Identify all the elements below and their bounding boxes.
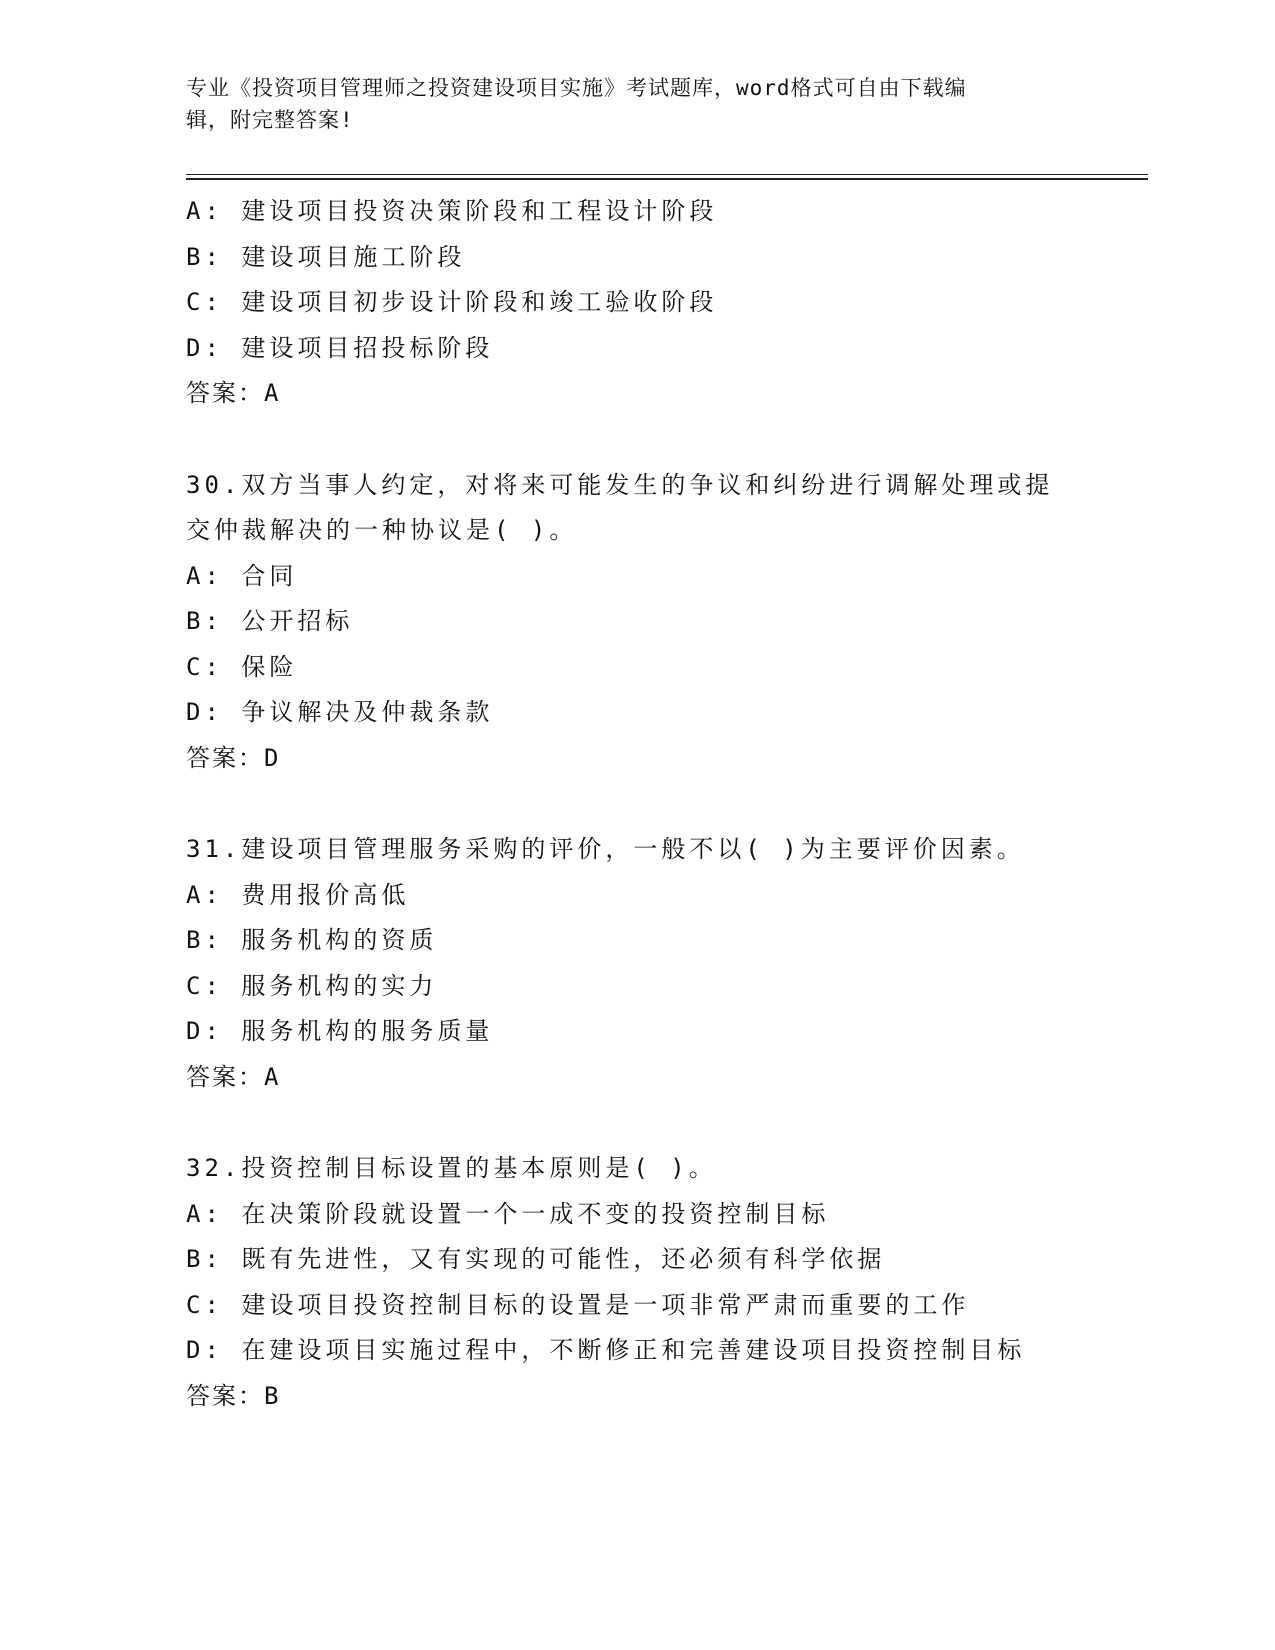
header-divider-thick: [186, 178, 1148, 180]
option-a: A: 合同: [186, 561, 298, 590]
option-d: D: 建设项目招投标阶段: [186, 333, 494, 362]
option-b: B: 服务机构的资质: [186, 926, 438, 954]
header-line-2: 辑，附完整答案!: [186, 108, 354, 132]
question-block-29: [186, 189, 1106, 417]
header-divider-thin: [186, 174, 1148, 175]
spacer: [186, 417, 1106, 463]
document-header: [186, 72, 1086, 136]
option-a: A: 在决策阶段就设置一个一成不变的投资控制目标: [186, 1199, 830, 1228]
question-block-31: [186, 827, 1106, 1100]
question-block-32: [186, 1146, 1106, 1419]
question-stem-line-1: 30.双方当事人约定，对将来可能发生的争议和纠纷进行调解处理或提: [186, 470, 1054, 499]
option-d: D: 争议解决及仲裁条款: [186, 698, 494, 726]
option-d: D: 在建设项目实施过程中，不断修正和完善建设项目投资控制目标: [186, 1336, 1026, 1364]
option-a: A: 费用报价高低: [186, 880, 410, 909]
option-c: C: 服务机构的实力: [186, 971, 438, 1000]
option-c: C: 建设项目初步设计阶段和竣工验收阶段: [186, 288, 718, 316]
question-stem: 31.建设项目管理服务采购的评价，一般不以( )为主要评价因素。: [186, 835, 1025, 863]
spacer: [186, 1100, 1106, 1146]
option-d: D: 服务机构的服务质量: [186, 1017, 494, 1045]
option-c: C: 保险: [186, 652, 298, 681]
question-stem: 32.投资控制目标设置的基本原则是( )。: [186, 1154, 717, 1182]
question-list: [186, 189, 1106, 1419]
option-b: B: 既有先进性，又有实现的可能性，还必须有科学依据: [186, 1245, 886, 1273]
question-stem-line-2: 交仲裁解决的一种协议是( )。: [186, 516, 578, 544]
answer-line: 答案：B: [186, 1381, 281, 1410]
question-block-30: [186, 463, 1106, 782]
option-b: B: 公开招标: [186, 607, 354, 635]
option-a: A: 建设项目投资决策阶段和工程设计阶段: [186, 197, 718, 225]
spacer: [186, 781, 1106, 827]
answer-line: 答案：D: [186, 743, 281, 772]
header-line-1: 专业《投资项目管理师之投资建设项目实施》考试题库，word格式可自由下载编: [186, 76, 967, 100]
answer-line: 答案：A: [186, 1062, 281, 1091]
answer-line: 答案：A: [186, 379, 281, 407]
option-c: C: 建设项目投资控制目标的设置是一项非常严肃而重要的工作: [186, 1290, 970, 1319]
option-b: B: 建设项目施工阶段: [186, 242, 466, 271]
